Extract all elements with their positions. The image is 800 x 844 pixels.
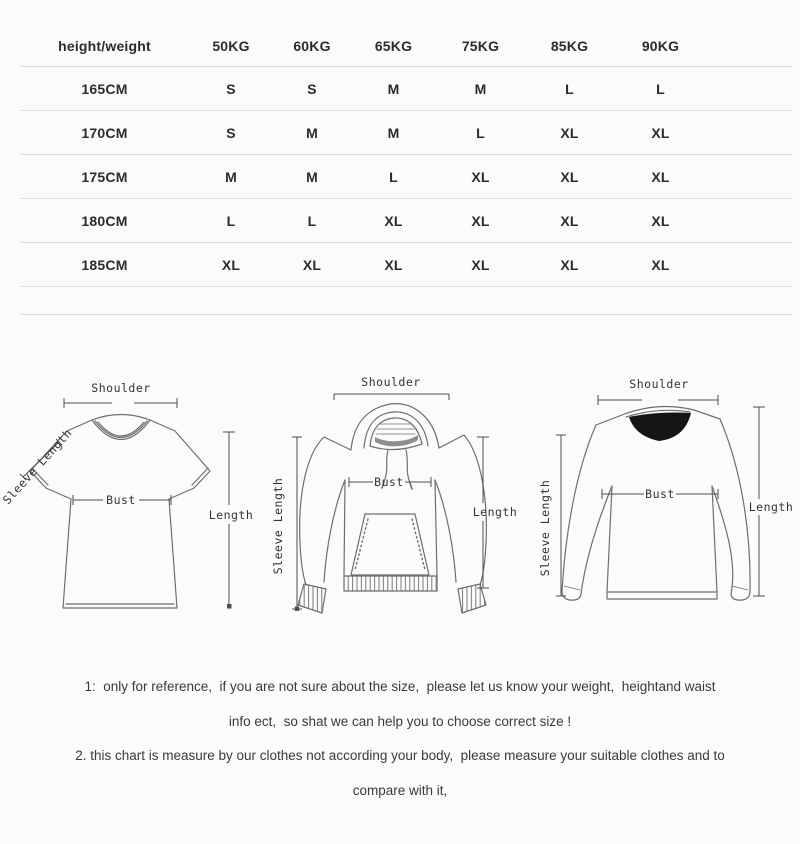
size-cell: L [614,67,707,111]
note-line: compare with it, [352,782,448,798]
column-header-90kg: 90KG [614,26,707,67]
size-cell: S [189,67,273,111]
shoulder-measure-line [598,395,718,405]
note-line: 1: only for reference, if you are not sure about the size, please let us know your weight, heightand waist [84,679,716,694]
row-height-label: 175CM [20,155,189,199]
ribbed-hem [344,576,437,591]
sweatshirt-bust-label: Bust [645,487,675,501]
row-height-label: 180CM [20,199,189,243]
size-cell: XL [614,199,707,243]
filler-cell [707,67,792,111]
size-cell: XL [351,199,436,243]
table-row [20,199,792,243]
sleeve-measure-line [556,435,566,596]
sleeve-line-end-marker [294,607,298,611]
length-line-end-marker [227,604,232,609]
size-cell: L [436,111,525,155]
hoodie-shoulder-label: Shoulder [360,375,421,389]
size-cell: XL [436,199,525,243]
hoodie-diagram [267,358,527,660]
sweatshirt-sleeve-length-label: Sleeve Length [538,479,552,577]
size-cell: XL [525,199,614,243]
sweatshirt-diagram [528,358,800,660]
column-header-60kg: 60KG [273,26,351,67]
column-header-height-weight: height/weight [20,26,189,67]
size-cell: L [525,67,614,111]
size-cell: M [436,67,525,111]
hoodie-sleeve-length-label: Sleeve Length [270,477,285,575]
shoulder-measure-line [334,394,449,400]
size-cell: XL [614,155,707,199]
size-cell: M [273,111,351,155]
hoodie-outline [298,404,486,613]
pocket-stitching [355,519,425,570]
table-row [20,67,792,111]
row-height-label: 165CM [20,67,189,111]
sweatshirt-shoulder-label: Shoulder [629,377,689,391]
size-cell: XL [525,243,614,287]
kangaroo-pocket [351,514,429,575]
row-height-label: 170CM [20,111,189,155]
size-notes [0,670,800,808]
size-cell: XL [614,243,707,287]
column-header-65kg: 65KG [351,26,436,67]
size-cell: XL [436,243,525,287]
ribbed-cuff-left [298,584,326,613]
sleeve-measure-line [292,437,302,609]
size-cell: XL [614,111,707,155]
table-row [20,111,792,155]
shoulder-measure-line [64,398,177,408]
hood-interior-shading [375,435,418,446]
size-cell: M [351,67,436,111]
column-header-filler [707,26,792,67]
filler-cell [707,111,792,155]
column-header-85kg: 85KG [525,26,614,67]
note-line: 2. this chart is measure by our clothes not according your body, please measure your suitable clothes and to [75,748,725,763]
sweatshirt-length-label: Length [748,500,794,514]
filler-cell [707,243,792,287]
size-cell: S [273,67,351,111]
table-row [20,155,792,199]
size-cell: XL [273,243,351,287]
filler-cell [707,155,792,199]
tshirt-sleeve-length-label: Sleeve Length [0,425,75,508]
table-header-row [20,26,792,67]
hoodie-length-label: Length [472,505,517,519]
note-line: info ect, so shat we can help you to choose correct size ! [228,713,572,729]
sweatshirt-outline [562,406,750,600]
size-cell: M [351,111,436,155]
size-cell: L [273,199,351,243]
size-cell: M [189,155,273,199]
size-cell: S [189,111,273,155]
tshirt-length-label: Length [208,508,254,522]
table-row [20,243,792,287]
size-cell: XL [525,155,614,199]
tshirt-diagram [0,358,265,660]
column-header-75kg: 75KG [436,26,525,67]
size-cell: M [273,155,351,199]
row-height-label: 185CM [20,243,189,287]
size-cell: XL [351,243,436,287]
measurement-diagrams [0,358,800,660]
tshirt-bust-label: Bust [106,493,136,507]
size-chart-table [20,26,792,315]
size-cell: L [351,155,436,199]
size-cell: XL [436,155,525,199]
size-cell: L [189,199,273,243]
column-header-50kg: 50KG [189,26,273,67]
drawstring-right [406,450,410,483]
size-cell: XL [189,243,273,287]
size-cell: XL [525,111,614,155]
filler-cell [707,199,792,243]
tshirt-shoulder-label: Shoulder [91,381,151,395]
table-bottom-spacer [20,287,792,315]
hoodie-bust-label: Bust [373,475,404,489]
collar-opening [629,413,691,442]
